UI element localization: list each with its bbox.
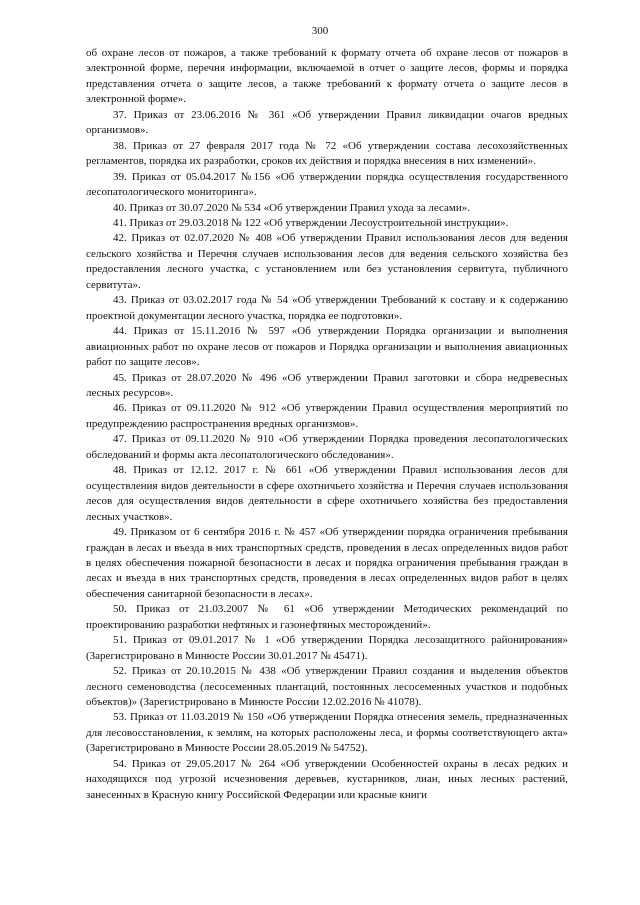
- list-item-54: 54. Приказ от 29.05.2017 № 264 «Об утверждении Особенностей охраны в лесах редких и находящихся под угрозой исчезновения деревьев, кустарников, лиан, иных лесных растений, занесенных в Красную книгу Российской Федерации или красные книги: [86, 757, 568, 801]
- list-item-43: 43. Приказ от 03.02.2017 года № 54 «Об утверждении Требований к составу и к содержанию проектной документации лесного участка, порядка ее подготовки».: [86, 294, 568, 322]
- list-item-53: 53. Приказ от 11.03.2019 № 150 «Об утверждении Порядка отнесения земель, предназначенных для лесовосстановления, к землям, на которых расположены леса, и формы соответствующего акта» (Зарегистрировано в Минюсте России 28.05.2019 № 54752).: [86, 711, 568, 755]
- list-item-44: 44. Приказ от 15.11.2016 № 597 «Об утверждении Порядка организации и выполнения авиационных работ по охране лесов от пожаров и Порядка организации и выполнения авиационных работ по защите лесов».: [86, 325, 568, 369]
- list-item-51: 51. Приказ от 09.01.2017 № 1 «Об утверждении Порядка лесозащитного районирования» (Зарегистрировано в Минюсте России 30.01.2017 № 45471).: [86, 634, 568, 662]
- list-item-39: 39. Приказ от 05.04.2017 №156 «Об утверждении порядка осуществления государственного лесопатологического мониторинга».: [86, 170, 568, 199]
- page-number: 300: [311, 25, 329, 37]
- list-item-37: 37. Приказ от 23.06.2016 № 361 «Об утверждении Правил ликвидации очагов вредных организмов».: [86, 108, 568, 137]
- document-body: [86, 46, 568, 803]
- list-item-46: 46. Приказ от 09.11.2020 № 912 «Об утверждении Правил осуществления мероприятий по предупреждению распространения вредных организмов».: [86, 402, 568, 430]
- list-item-40: 40. Приказ от 30.07.2020 № 534 «Об утверждении Правил ухода за лесами».: [113, 201, 471, 214]
- list-item-52: 52. Приказ от 20.10.2015 № 438 «Об утверждении Правил создания и выделения объектов лесного семеноводства (лесосеменных плантаций, постоянных лесосеменных участков и подобных объектов)» (Зарегистрировано в Минюсте России 12.02.2016 № 41078).: [86, 665, 568, 709]
- list-item-47: 47. Приказ от 09.11.2020 № 910 «Об утверждении Порядка проведения лесопатологических обследований и формы акта лесопатологического обследования».: [86, 433, 568, 461]
- list-item-50: 50. Приказ от 21.03.2007 № 61 «Об утверждении Методических рекомендаций по проектированию разработки нефтяных и газонефтяных месторождений».: [86, 603, 568, 631]
- list-item-41: 41. Приказ от 29.03.2018 № 122 «Об утверждении Лесоустроительной инструкции».: [113, 216, 509, 229]
- list-item-45: 45. Приказ от 28.07.2020 № 496 «Об утверждении Правил заготовки и сбора недревесных лесных ресурсов».: [86, 371, 568, 399]
- list-item-48: 48. Приказ от 12.12. 2017 г. № 661 «Об утверждении Правил использования лесов для осуществления видов деятельности в сфере охотничьего хозяйства и Перечня случаев использования лесов для осуществления видов деятельности в сфере охотничьего хозяйства без предоставления лесных участков».: [86, 464, 568, 523]
- list-item-42: 42. Приказ от 02.07.2020 № 408 «Об утверждении Правил использования лесов для ведения сельского хозяйства и Перечня случаев использования лесов для ведения сельского хозяйства без предоставления лесного участка, с установлением или без установления сервитута, публичного сервитута».: [86, 232, 568, 291]
- list-item-38: 38. Приказ от 27 февраля 2017 года № 72 «Об утверждении состава лесохозяйственных регламентов, порядка их разработки, сроков их действия и порядка внесения в них изменений».: [86, 139, 568, 168]
- list-item-49: 49. Приказом от 6 сентября 2016 г. № 457 «Об утверждении порядка ограничения пребывания граждан в лесах и въезда в них транспортных средств, проведения в лесах определенных видов работ в целях обеспечения пожарной безопасности в лесах и порядка ограничения пребывания граждан в лесах и въезда в них транспортных средств, проведения в лесах определенных видов работ в целях обеспечения санитарной безопасности в лесах».: [86, 526, 568, 600]
- paragraph-continuation: об охране лесов от пожаров, а также требований к формату отчета об охране лесов от пожаров в электронной форме, перечня информации, включаемой в отчет о защите лесов, формы и порядка представления отчета о защите лесов, а также требований к формату отчета о защите лесов в электронной форме».: [86, 47, 568, 106]
